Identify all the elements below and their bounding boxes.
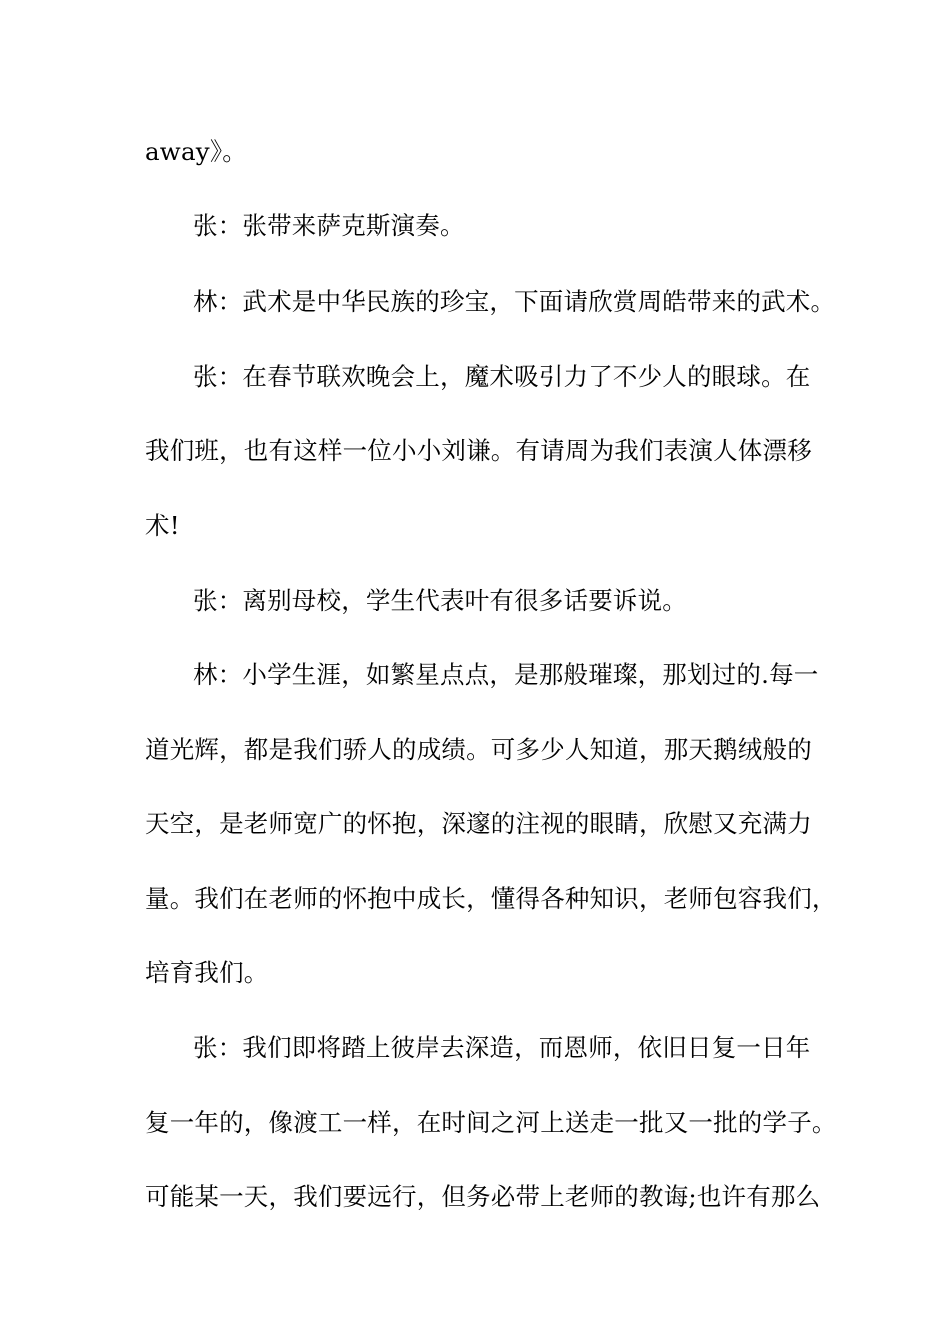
text-line: 道光辉，都是我们骄人的成绩。可多少人知道，那天鹅绒般的 (145, 735, 812, 764)
paragraph-line: 张：我们即将踏上彼岸去深造，而恩师，依旧日复一日年 (193, 1033, 811, 1062)
paragraph-line: 张：在春节联欢晚会上，魔术吸引力了不少人的眼球。在 (193, 362, 811, 391)
text-line: 量。我们在老师的怀抱中成长，懂得各种知识，老师包容我们， (145, 884, 837, 913)
paragraph-line: 林：小学生涯，如繁星点点，是那般璀璨，那划过的.每一 (193, 660, 819, 689)
text-line: 天空，是老师宽广的怀抱，深邃的注视的眼睛，欣慰又充满力 (145, 809, 812, 838)
paragraph-line: 张：离别母校，学生代表叶有很多话要诉说。 (193, 586, 687, 615)
paragraph-line: 张：张带来萨克斯演奏。 (193, 211, 465, 240)
text-line: 术! (145, 511, 180, 540)
text-line: 复一年的，像渡工一样，在时间之河上送走一批又一批的学子。 (145, 1108, 837, 1137)
text-line: 培育我们。 (145, 958, 269, 987)
text-line: away》。 (145, 137, 247, 166)
text-line: 我们班，也有这样一位小小刘谦。有请周为我们表演人体漂移 (145, 436, 812, 465)
text-line: 可能某一天，我们要远行，但务必带上老师的教诲;也许有那么 (145, 1182, 821, 1211)
paragraph-line: 林：武术是中华民族的珍宝，下面请欣赏周皓带来的武术。 (193, 287, 836, 316)
